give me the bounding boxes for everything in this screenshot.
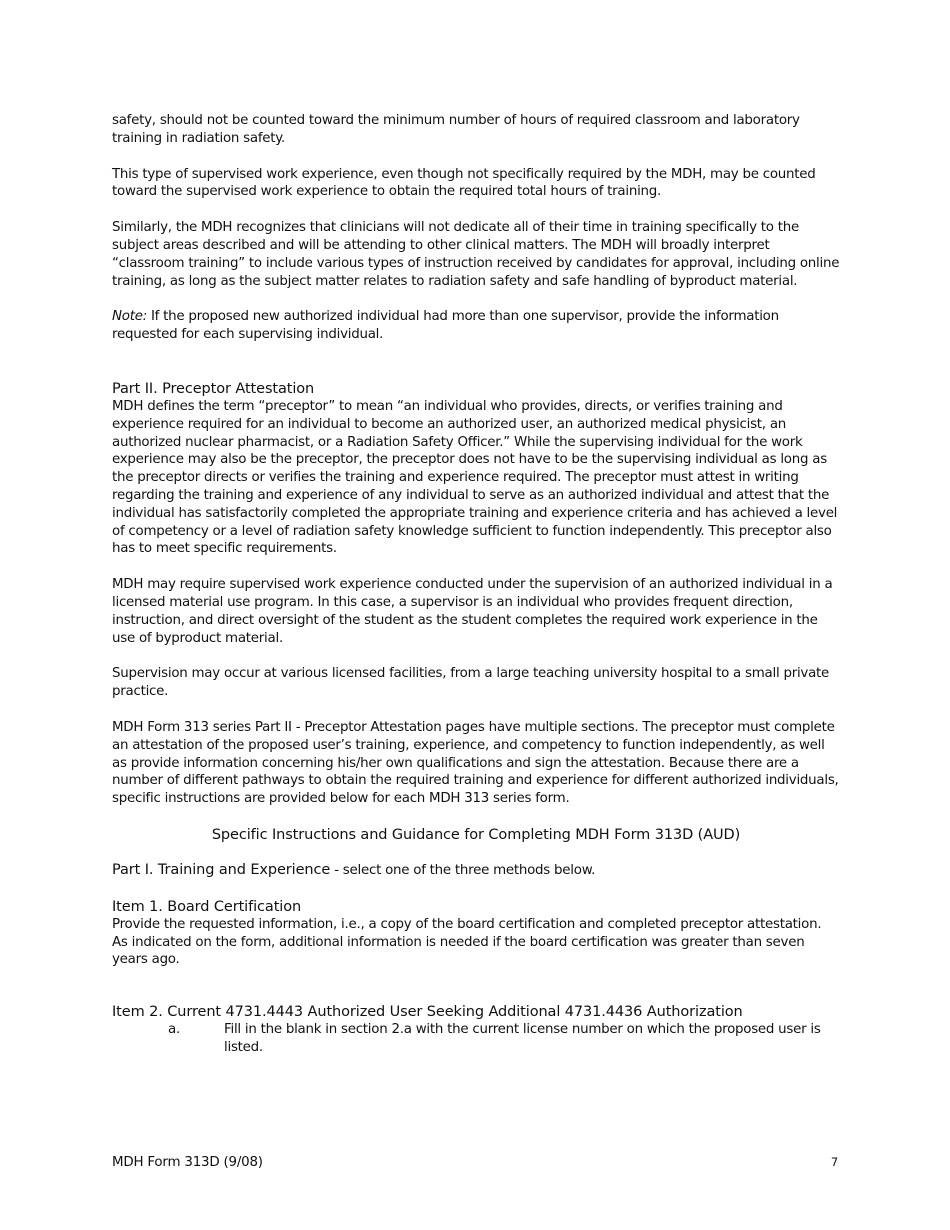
specific-instructions-heading: Specific Instructions and Guidance for Completing MDH Form 313D (AUD) <box>211 826 741 843</box>
spacer <box>112 362 840 380</box>
paragraph-intro-2: This type of supervised work experience, even though not specifically required by the MDH, may be counted toward the supervised work experience to obtain the required total hours of training. <box>112 166 816 200</box>
item1-heading: Item 1. Board Certification <box>112 898 302 915</box>
part2-paragraph-4: MDH Form 313 series Part II - Preceptor Attestation pages have multiple sections. The preceptor must complete an attestation of the proposed user’s training, experience, and competency to function independently, as well as provide information concerning his/her own qualifications and sign the attestation. Because there are a number of different pathways to obtain the required training and experience for different authorized individuals, specific instructions are provided below for each MDH 313 series form. <box>112 719 839 807</box>
paragraph-intro-1: safety, should not be counted toward the minimum number of hours of required classroom and laboratory training in radiation safety. <box>112 113 800 146</box>
part1-heading-line <box>112 862 840 880</box>
note-paragraph <box>112 308 840 344</box>
part2-paragraph-1: MDH defines the term “preceptor” to mean “an individual who provides, directs, or verifies training and experience required for an individual to become an authorized user, an authorized medical physicist, an authorized nuclear pharmacist, or a Radiation Safety Officer.” While the supervising individual for the work experience may also be the preceptor, the preceptor does not have to be the supervising individual as long as the preceptor directs or verifies the training and experience required. The preceptor must attest in writing regarding the training and experience of any individual to serve as an authorized individual and attest that the individual has satisfactorily completed the appropriate training and experience criteria and has achieved a level of competency or a level of radiation safety knowledge sufficient to function independently. This preceptor also has to meet specific requirements. <box>112 398 838 557</box>
part2-paragraph-2: MDH may require supervised work experience conducted under the supervision of an authorized individual in a licensed material use program. In this case, a supervisor is an individual who provides frequent direction, instruction, and direct oversight of the student as the student completes the required work experience in the use of byproduct material. <box>112 577 833 646</box>
list-item-letter: a. <box>168 1022 180 1038</box>
paragraph-intro-3: Similarly, the MDH recognizes that clinicians will not dedicate all of their time in training specifically to the subject areas described and will be attending to other clinical matters. The MDH will broadly interpret “classroom training” to include various types of instruction received by candidates for approval, including online training, as long as the subject matter relates to radiation safety and safe handling of byproduct material. <box>112 220 840 289</box>
document-page <box>112 112 840 1057</box>
note-label: Note: <box>112 309 147 325</box>
note-text: If the proposed new authorized individual had more than one supervisor, provide the information requested for each supervising individual. <box>112 309 779 343</box>
part2-paragraph-3: Supervision may occur at various licensed facilities, from a large teaching university hospital to a small private practice. <box>112 666 830 700</box>
page-number: 7 <box>830 1155 838 1169</box>
part1-heading: Part I. Training and Experience <box>112 861 331 878</box>
item1-text: Provide the requested information, i.e., a copy of the board certification and completed preceptor attestation. As indicated on the form, additional information is needed if the board certification was greater than seven years ago. <box>112 916 822 968</box>
list-item <box>112 1021 840 1057</box>
footer-form-label: MDH Form 313D (9/08) <box>112 1155 263 1170</box>
page-footer <box>112 1155 838 1170</box>
item2-heading: Item 2. Current 4731.4443 Authorized User Seeking Additional 4731.4436 Authorization <box>112 1004 743 1021</box>
part1-heading-suffix: - select one of the three methods below. <box>330 862 596 878</box>
list-item-text: Fill in the blank in section 2.a with the current license number on which the proposed user is listed. <box>224 1022 821 1055</box>
part2-heading: Part II. Preceptor Attestation <box>112 380 315 397</box>
spacer <box>112 987 840 1003</box>
